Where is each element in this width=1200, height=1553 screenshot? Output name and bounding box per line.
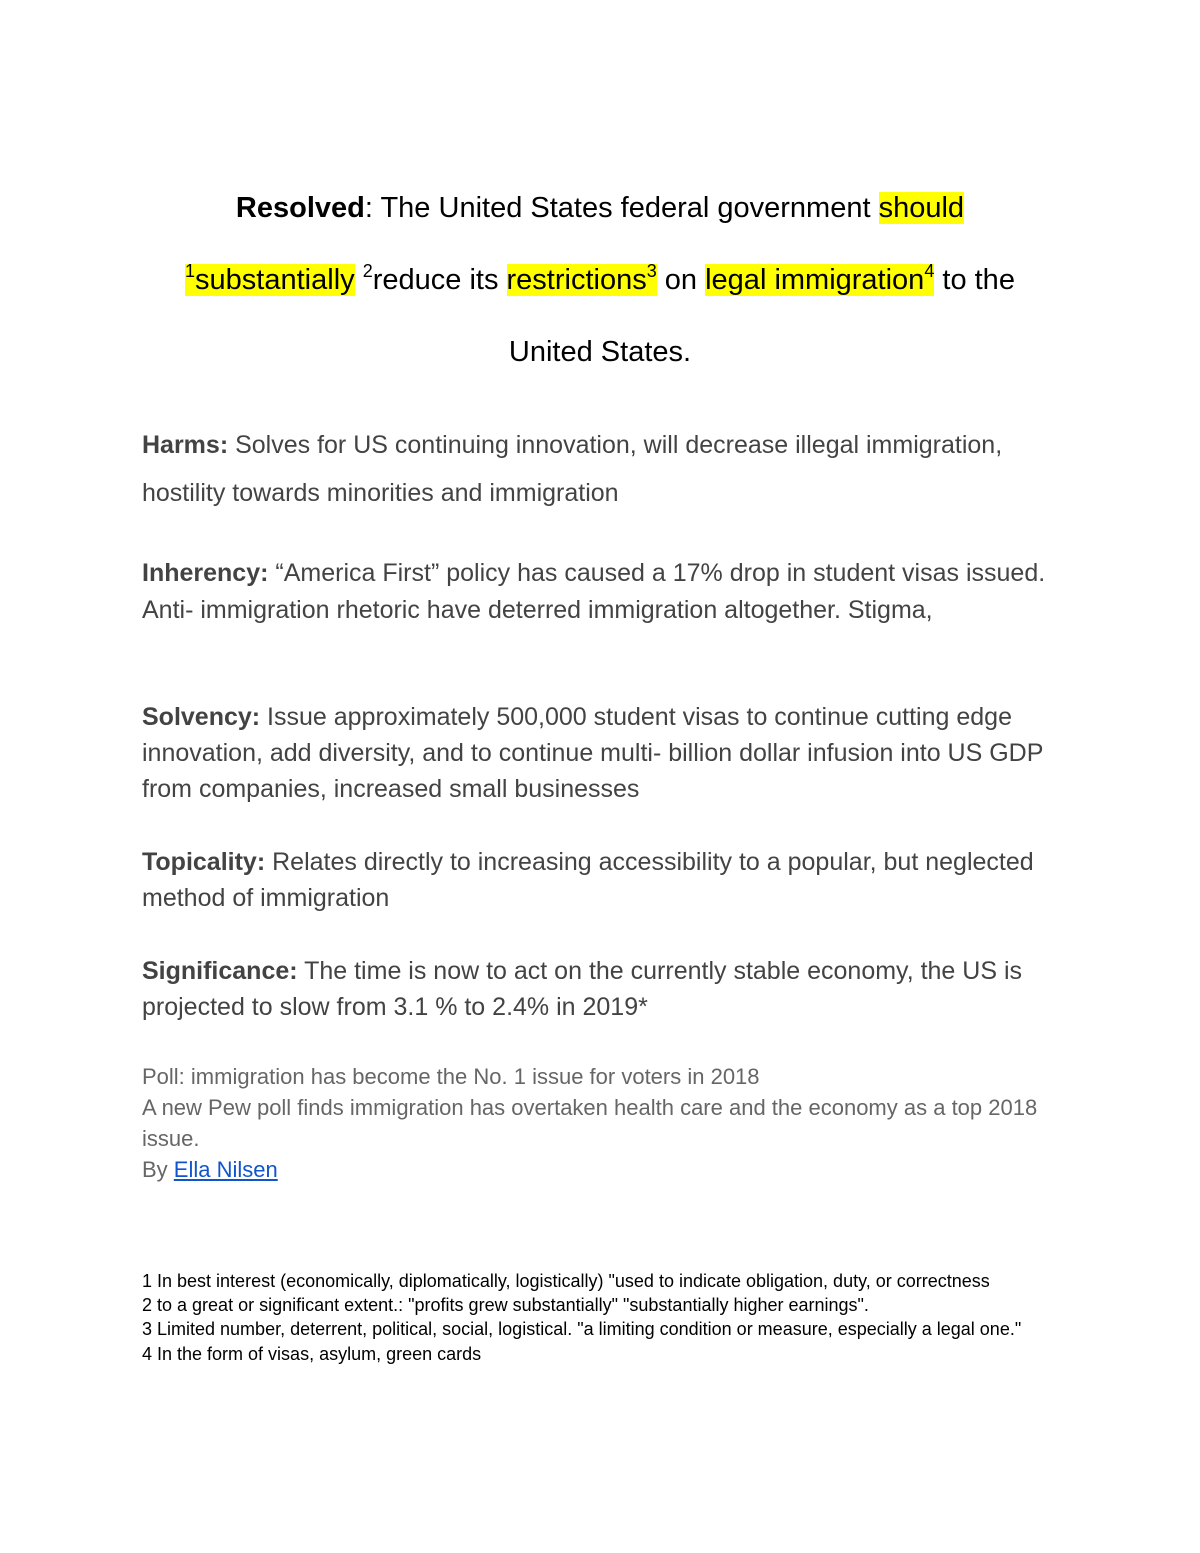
significance-text: The time is now to act on the currently stable economy, the US is projected to slow from 3.1 % to 2.4% in 2019* bbox=[142, 957, 1023, 1021]
topicality-text: Relates directly to increasing accessibility to a popular, but neglected method of immigration bbox=[142, 848, 1034, 912]
footnote-ref-4: 4 bbox=[924, 261, 935, 281]
footnote-1: 1 In best interest (economically, diplomatically, logistically) "used to indicate obligation, duty, or correctness bbox=[142, 1271, 990, 1291]
restrictions-text: restrictions bbox=[506, 264, 647, 296]
resolution-line-1 bbox=[120, 172, 1080, 244]
topicality-section bbox=[142, 844, 1072, 916]
harms-section bbox=[142, 421, 1072, 517]
footnote-ref-3: 3 bbox=[646, 261, 657, 281]
highlight-restrictions bbox=[506, 261, 657, 296]
inherency-section bbox=[142, 555, 1072, 628]
article-subhead: A new Pew poll finds immigration has overtaken health care and the economy as a top 2018 issue. bbox=[142, 1095, 1038, 1151]
topicality-label: Topicality: bbox=[142, 848, 266, 876]
article-citation bbox=[142, 1061, 1072, 1185]
resolution-line-2 bbox=[120, 244, 1080, 316]
resolution-text-3: on bbox=[656, 264, 706, 296]
inherency-label: Inherency: bbox=[142, 559, 269, 587]
footnote-2: 2 to a great or significant extent.: "profits grew substantially" "substantially higher earnings". bbox=[142, 1295, 869, 1316]
resolution-text-1: The United States federal government bbox=[380, 192, 879, 224]
resolution-colon: : bbox=[364, 192, 381, 224]
solvency-section bbox=[142, 699, 1072, 807]
byline-prefix: By bbox=[142, 1157, 174, 1182]
footnote-ref-2: 2 bbox=[362, 261, 373, 281]
resolution-text-4: to the bbox=[934, 264, 1015, 296]
footnote-ref-1: 1 bbox=[185, 261, 196, 281]
significance-section bbox=[142, 953, 1072, 1025]
resolved-label: Resolved bbox=[235, 192, 365, 224]
footnote-3: 3 Limited number, deterrent, political, social, logistical. "a limiting condition or measure, especially a legal one." bbox=[142, 1319, 1022, 1340]
significance-label: Significance: bbox=[142, 957, 298, 985]
author-link[interactable]: Ella Nilsen bbox=[173, 1157, 278, 1182]
article-headline: Poll: immigration has become the No. 1 issue for voters in 2018 bbox=[142, 1064, 760, 1089]
highlight-substantially bbox=[185, 261, 355, 296]
harms-label: Harms: bbox=[142, 431, 229, 459]
resolution-line-3: United States. bbox=[508, 336, 692, 368]
article-byline bbox=[142, 1154, 1072, 1185]
substantially-text: substantially bbox=[195, 264, 355, 296]
harms-text: Solves for US continuing innovation, will decrease illegal immigration, hostility towards minorities and immigration bbox=[142, 431, 1003, 507]
highlight-should: should bbox=[878, 192, 965, 224]
solvency-text: Issue approximately 500,000 student visas to continue cutting edge innovation, add diversity, and to continue multi- billion dollar infusion into US GDP from companies, increased small businesses bbox=[142, 703, 1043, 803]
highlight-legal-immigration bbox=[705, 261, 935, 296]
footnote-4: 4 In the form of visas, asylum, green cards bbox=[142, 1343, 482, 1364]
footnotes bbox=[142, 1269, 1072, 1366]
inherency-text: “America First” policy has caused a 17% drop in student visas issued. Anti- immigration rhetoric have deterred immigration altogether. Stigma, bbox=[142, 559, 1046, 624]
solvency-label: Solvency: bbox=[142, 703, 261, 731]
legal-immigration-text: legal immigration bbox=[705, 264, 925, 296]
resolution-statement bbox=[120, 172, 1080, 388]
resolution-text-2: reduce its bbox=[372, 264, 507, 296]
